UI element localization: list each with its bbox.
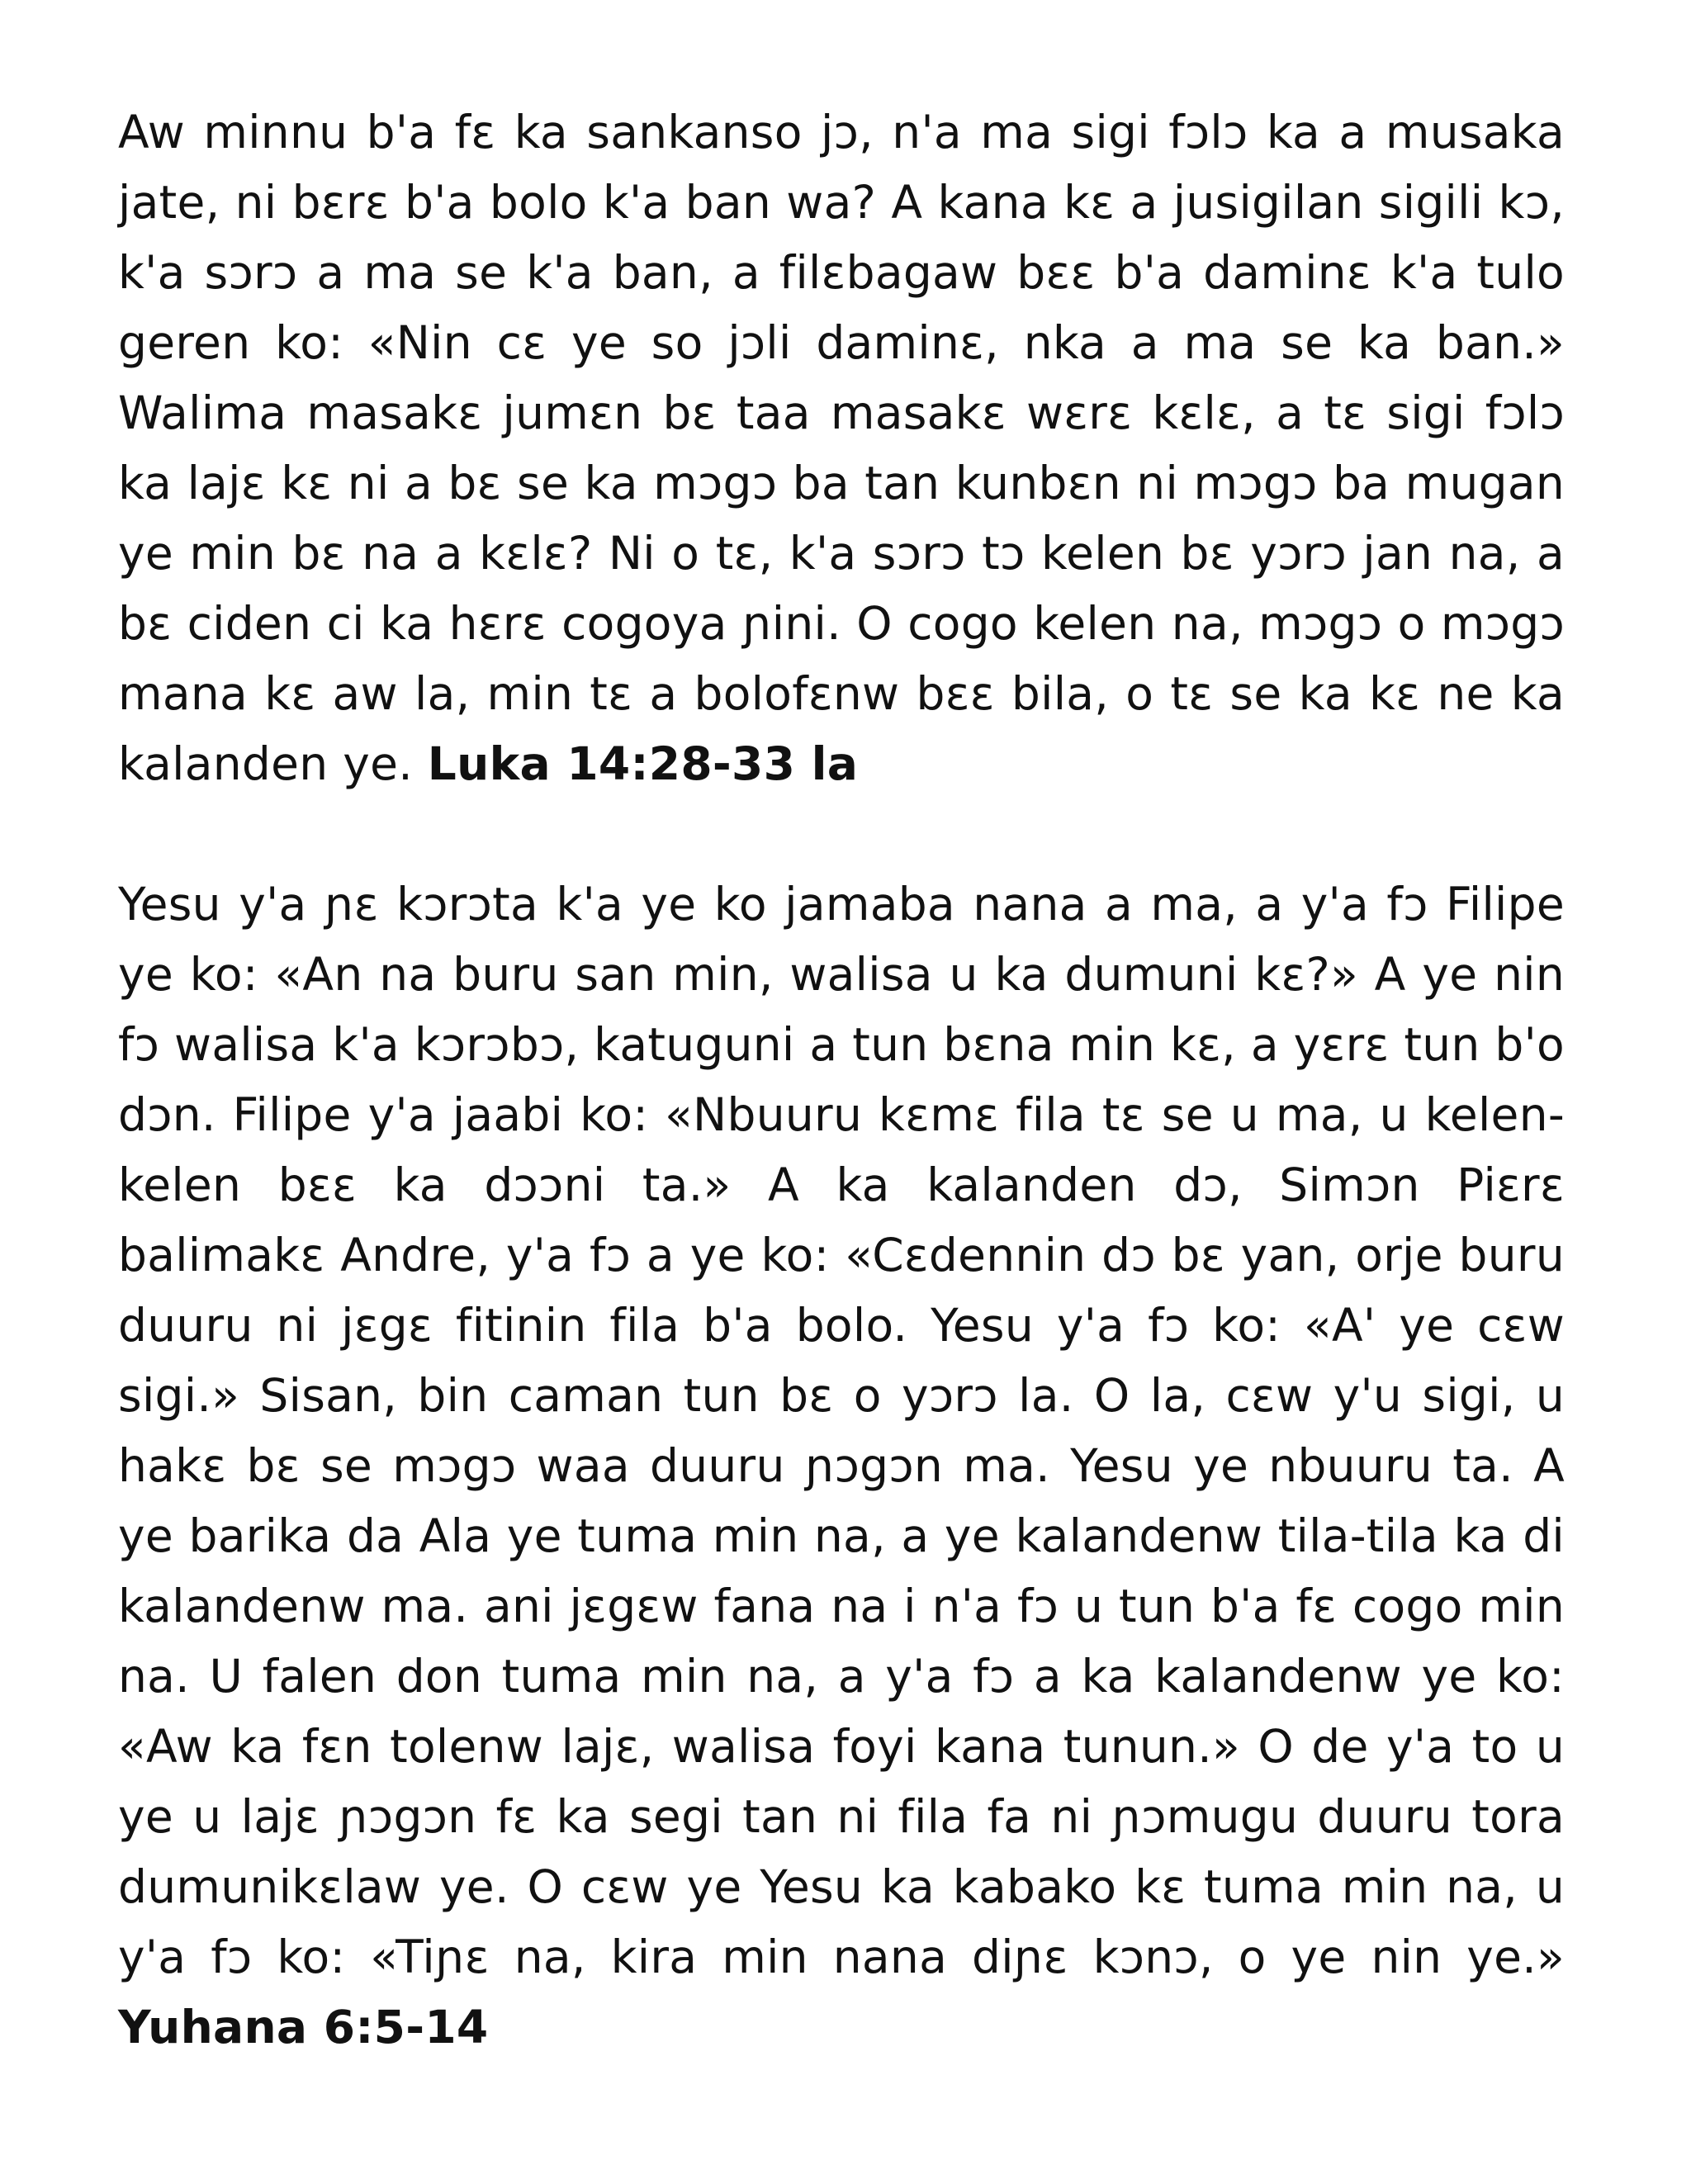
paragraph-text: Yesu y'a ɲɛ kɔrɔta k'a ye ko jamaba nana a ma, a y'a fɔ Filipe ye ko: «An na buru san min, walisa u ka dumuni kɛ?» A ye nin fɔ walisa k'a kɔrɔbɔ, katuguni a tun bɛna min kɛ, a yɛrɛ tun b'o dɔn. Filipe y'a jaabi ko: «Nbuuru kɛmɛ fila tɛ se u ma, u kelen-kelen bɛɛ ka dɔɔni ta.» A ka kalanden dɔ, Simɔn Piɛrɛ balimakɛ Andre, y'a fɔ a ye ko: «Cɛdennin dɔ bɛ yan, orje buru duuru ni jɛgɛ fitinin fila b'a bolo. Yesu y'a fɔ ko: «A' ye cɛw sigi.» Sisan, bin caman tun bɛ o yɔrɔ la. O la, cɛw y'u sigi, u hakɛ bɛ se mɔgɔ waa duuru ɲɔgɔn ma. Yesu ye nbuuru ta. A ye barika da Ala ye tuma min na, a ye kalandenw tila-tila ka di kalandenw ma. ani jɛgɛw fana na i n'a fɔ u tun b'a fɛ cogo min na. U falen don tuma min na, a y'a fɔ a ka kalandenw ye ko: «Aw ka fɛn tolenw lajɛ, walisa foyi kana tunun.» O de y'a to u ye u lajɛ ɲɔgɔn fɛ ka segi tan ni fila fa ni ɲɔmugu duuru tora dumunikɛlaw ye. O cɛw ye Yesu ka kabako kɛ tuma min na, u y'a fɔ ko: «Tiɲɛ na, kira min nana diɲɛ kɔnɔ, o ye nin ye.» [118,878,1565,1983]
document-page [118,97,1565,2063]
scripture-reference: Yuhana 6:5-14 [118,2001,489,2054]
paragraph-luka [118,97,1565,799]
scripture-reference: Luka 14:28-33 la [427,737,859,790]
paragraph-text: Aw minnu b'a fɛ ka sankanso jɔ, n'a ma sigi fɔlɔ ka a musaka jate, ni bɛrɛ b'a bolo k'a ban wa? A kana kɛ a jusigilan sigili kɔ, k'a sɔrɔ a ma se k'a ban, a filɛbagaw bɛɛ b'a daminɛ k'a tulo geren ko: «Nin cɛ ye so jɔli daminɛ, nka a ma se ka ban.» Walima masakɛ jumɛn bɛ taa masakɛ wɛrɛ kɛlɛ, a tɛ sigi fɔlɔ ka lajɛ kɛ ni a bɛ se ka mɔgɔ ba tan kunbɛn ni mɔgɔ ba mugan ye min bɛ na a kɛlɛ? Ni o tɛ, k'a sɔrɔ tɔ kelen bɛ yɔrɔ jan na, a bɛ ciden ci ka hɛrɛ cogoya ɲini. O cogo kelen na, mɔgɔ o mɔgɔ mana kɛ aw la, min tɛ a bolofɛnw bɛɛ bila, o tɛ se ka kɛ ne ka kalanden ye. [118,106,1565,790]
paragraph-yuhana [118,869,1565,2063]
